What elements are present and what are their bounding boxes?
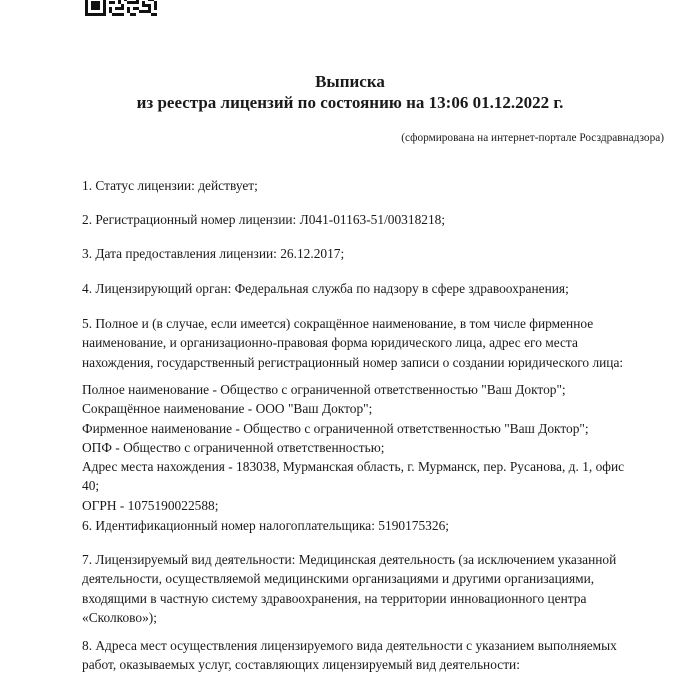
text-line: деятельности, осуществляемой медицинскими организациями и другими организациями, — [82, 571, 595, 587]
short-name-line: Сокращённое наименование - ООО "Ваш Доктор"; — [82, 401, 373, 417]
qr-code-icon — [85, 0, 157, 16]
text-line: нахождения, государственный регистрационный номер записи о создании юридического лица: — [82, 354, 624, 370]
source-note: (сформирована на интернет-портале Росздравнадзора) — [401, 132, 664, 144]
address-line: Адрес места нахождения - 183038, Мурманская область, г. Мурманск, пер. Русанова, д. 1, офис — [82, 459, 625, 475]
item-licensing-authority: 4. Лицензирующий орган: Федеральная служба по надзору в сфере здравоохранения; — [82, 281, 569, 296]
item-issue-date: 3. Дата предоставления лицензии: 26.12.2017; — [82, 246, 345, 261]
title-heading: Выписка — [315, 72, 385, 91]
document-title — [0, 71, 700, 113]
text-line: «Сколково»); — [82, 609, 157, 625]
item-registration-number: 2. Регистрационный номер лицензии: Л041-01163-51/00318218; — [82, 212, 446, 227]
text-line: наименование, и организационно-правовая форма юридического лица, адрес его места — [82, 335, 578, 351]
item-tax-id: 6. Идентификационный номер налогоплательщика: 5190175326; — [82, 518, 449, 533]
text-line: 8. Адреса мест осуществления лицензируемого вида деятельности с указанием выполняемых — [82, 638, 617, 653]
organization-details — [82, 380, 662, 515]
legal-form-line: ОПФ - Общество с ограниченной ответственностью; — [82, 439, 385, 455]
item-organization-heading — [82, 314, 662, 372]
text-line: работ, оказываемых услуг, составляющих лицензируемый вид деятельности: — [82, 657, 520, 673]
item-license-status: 1. Статус лицензии: действует; — [82, 178, 258, 193]
text-line: 5. Полное и (в случае, если имеется) сокращённое наименование, в том числе фирменное — [82, 316, 594, 331]
item-activity-addresses — [82, 636, 662, 675]
brand-name-line: Фирменное наименование - Общество с ограниченной ответственностью "Ваш Доктор"; — [82, 420, 589, 436]
address-line-continued: 40; — [82, 478, 100, 494]
item-licensed-activity — [82, 550, 662, 627]
full-name-line: Полное наименование - Общество с ограниченной ответственностью "Ваш Доктор"; — [82, 382, 566, 397]
ogrn-line: ОГРН - 1075190022588; — [82, 497, 219, 513]
title-subtitle: из реестра лицензий по состоянию на 13:06 01.12.2022 г. — [136, 93, 564, 112]
text-line: 7. Лицензируемый вид деятельности: Медицинская деятельность (за исключением указанной — [82, 552, 617, 567]
text-line: входящими в частную систему здравоохранения, на территории инновационного центра — [82, 590, 587, 606]
